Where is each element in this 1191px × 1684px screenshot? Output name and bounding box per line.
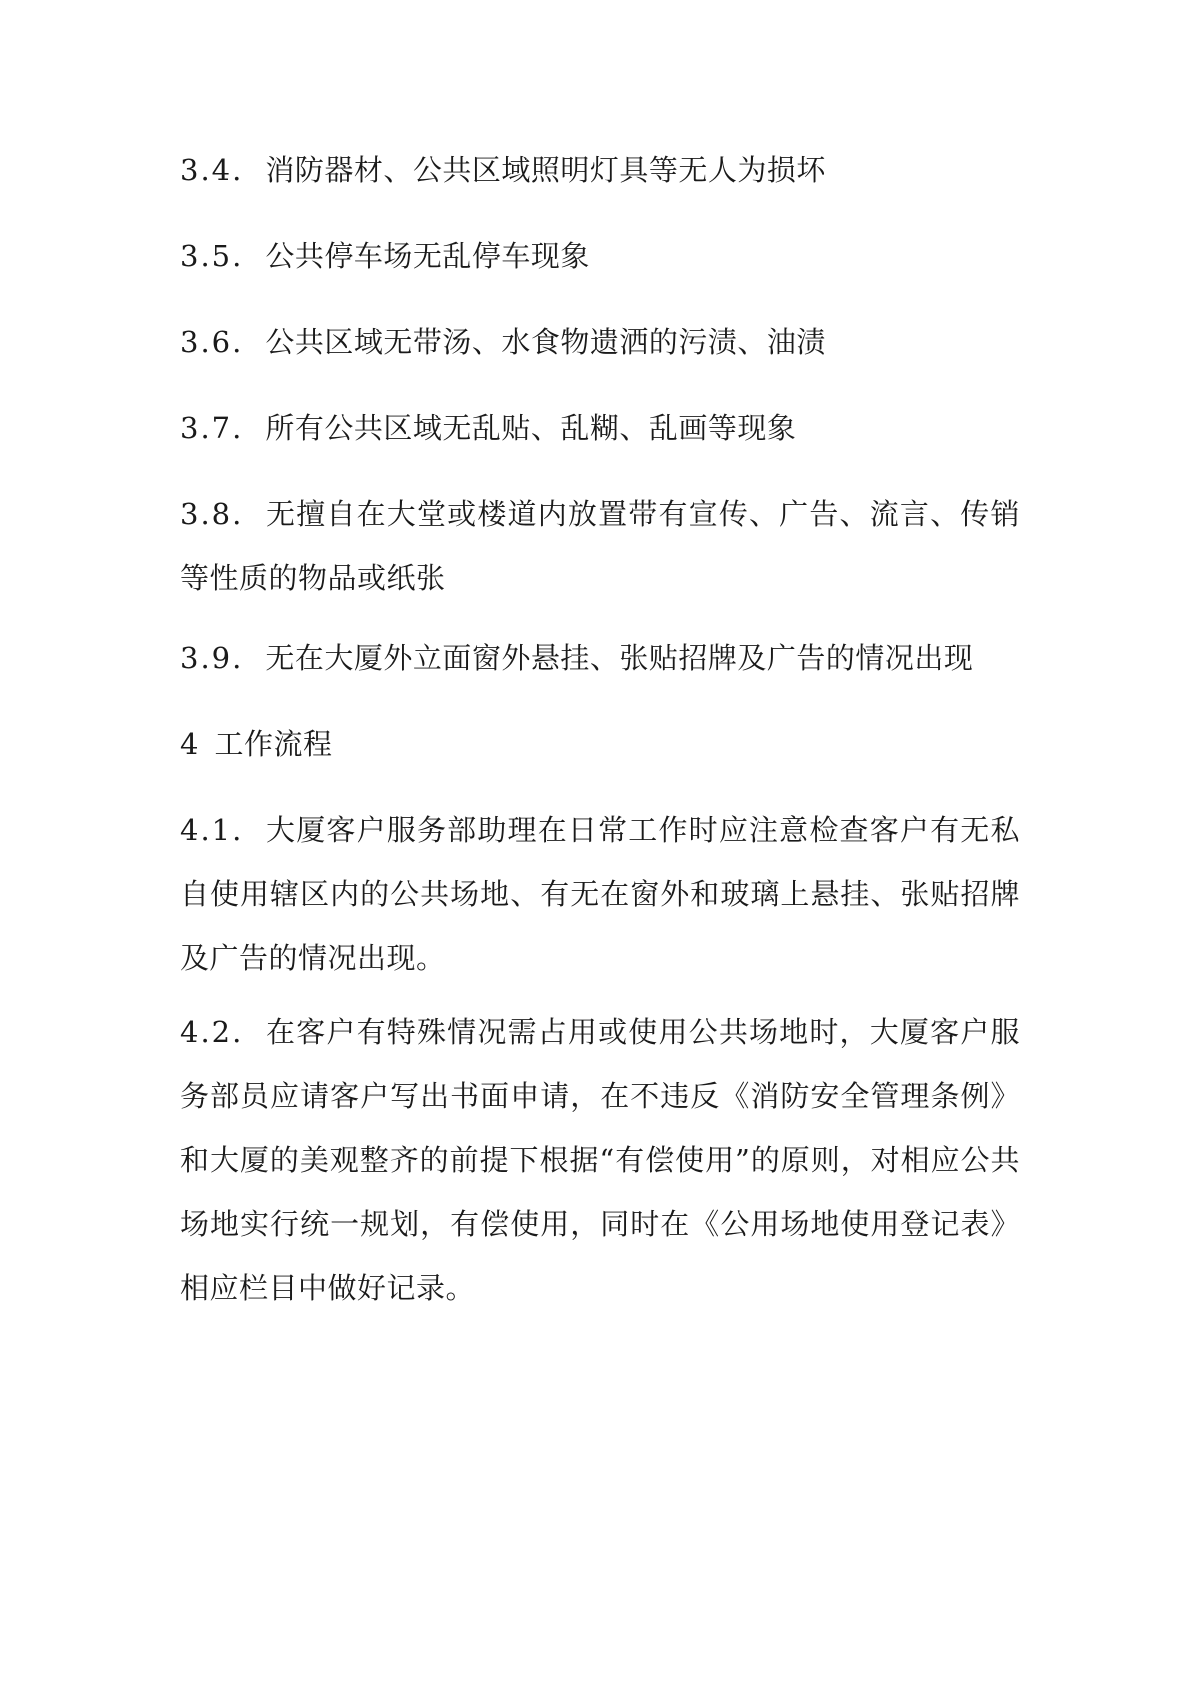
clause-text: 大厦客户服务部助理在日常工作时应注意检查客户有无私自使用辖区内的公共场地、有无在窗外和玻璃上悬挂、张贴招牌及广告的情况出现。 <box>180 813 1020 975</box>
clause-text: 无擅自在大堂或楼道内放置带有宣传、广告、流言、传销等性质的物品或纸张 <box>180 497 1020 595</box>
clause-3-5 <box>180 224 1020 288</box>
section-number: 4 <box>180 727 201 761</box>
clause-3-9 <box>180 626 1020 690</box>
clause-number: 4.1. <box>180 813 244 847</box>
clause-text: 无在大厦外立面窗外悬挂、张贴招牌及广告的情况出现 <box>265 641 974 675</box>
clause-text: 公共停车场无乱停车现象 <box>265 239 590 273</box>
clause-4-2 <box>180 1000 1020 1320</box>
clause-number: 3.9. <box>180 641 244 675</box>
clause-text: 消防器材、公共区域照明灯具等无人为损坏 <box>265 153 826 187</box>
section-title: 工作流程 <box>214 727 333 761</box>
clause-3-6 <box>180 310 1020 374</box>
clause-number: 3.5. <box>180 239 244 273</box>
clause-3-4 <box>180 138 1020 202</box>
clause-3-7 <box>180 396 1020 460</box>
clause-number: 3.7. <box>180 411 244 445</box>
clause-number: 3.6. <box>180 325 244 359</box>
clause-number: 3.4. <box>180 153 244 187</box>
section-heading-4 <box>180 712 1020 776</box>
clause-3-8 <box>180 482 1020 610</box>
clause-number: 3.8. <box>180 497 244 531</box>
clause-text: 在客户有特殊情况需占用或使用公共场地时，大厦客户服务部员应请客户写出书面申请，在不违反《消防安全管理条例》和大厦的美观整齐的前提下根据“有偿使用”的原则，对相应公共场地实行统一规划，有偿使用，同时在《公用场地使用登记表》相应栏目中做好记录。 <box>180 1015 1020 1305</box>
clause-number: 4.2. <box>180 1015 244 1049</box>
clause-text: 公共区域无带汤、水食物遗洒的污渍、油渍 <box>265 325 826 359</box>
clause-4-1 <box>180 798 1020 990</box>
clause-text: 所有公共区域无乱贴、乱糊、乱画等现象 <box>265 411 797 445</box>
